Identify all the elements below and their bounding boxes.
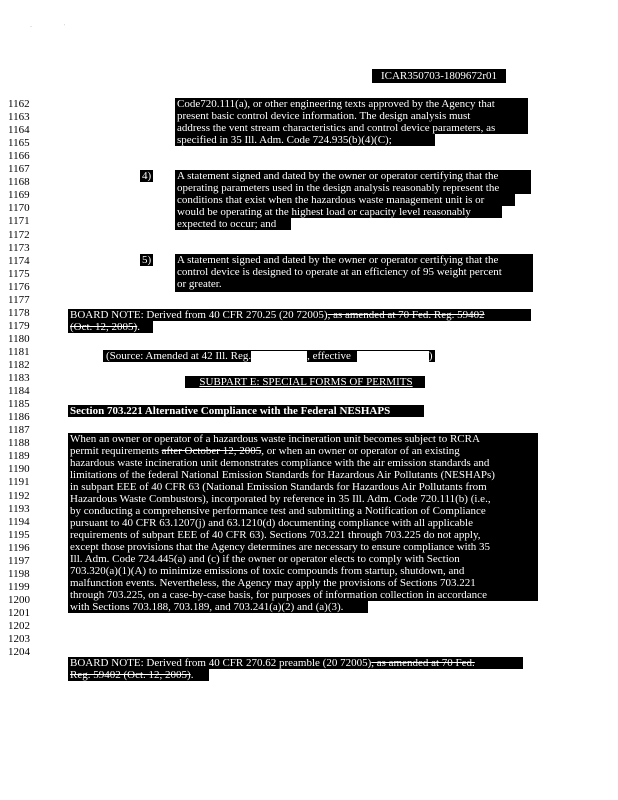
line-number: 1176 — [8, 281, 30, 293]
text-line: address the vent stream characteristics and control device parameters, as — [175, 122, 528, 134]
text-line: present basic control device information. The design analysis must — [175, 110, 528, 122]
document-id-header: ICAR350703-1809672r01 — [372, 69, 506, 83]
board-note — [68, 669, 209, 681]
line-number: 1184 — [8, 385, 30, 397]
text-line: pursuant to 40 CFR 63.1207(j) and 63.1210(d) documenting compliance with all applicable — [68, 517, 538, 529]
line-number: 1197 — [8, 555, 30, 567]
line-number: 1170 — [8, 202, 30, 214]
line-number: 1185 — [8, 398, 30, 410]
line-number: 1186 — [8, 411, 30, 423]
body-text: , or when an owner or operator of an existing — [261, 445, 460, 457]
subpart-title: SUBPART E: SPECIAL FORMS OF PERMITS — [185, 376, 425, 388]
line-number: 1165 — [8, 137, 30, 149]
line-number: 1164 — [8, 124, 30, 136]
board-note — [68, 309, 531, 321]
line-number: 1178 — [8, 307, 30, 319]
text-line: specified in 35 Ill. Adm. Code 724.935(b)(4)(C); — [175, 134, 435, 146]
line-number: 1169 — [8, 189, 30, 201]
line-number: 1171 — [8, 215, 30, 227]
line-number: 1182 — [8, 359, 30, 371]
line-number: 1199 — [8, 581, 30, 593]
line-number: 1162 — [8, 98, 30, 110]
source-note — [103, 350, 435, 362]
text-line: conditions that exist when the hazardous waste management unit is or — [175, 194, 515, 206]
line-number: 1204 — [8, 646, 30, 658]
blank-field — [251, 351, 307, 362]
line-number: 1200 — [8, 594, 30, 606]
text-line — [68, 445, 538, 457]
source-prefix: (Source: Amended at 42 Ill. Reg. — [106, 350, 252, 362]
line-number: 1189 — [8, 450, 30, 462]
line-number: 1191 — [8, 476, 30, 488]
source-suffix: ) — [428, 350, 433, 362]
line-number: 1168 — [8, 176, 30, 188]
line-number: 1198 — [8, 568, 30, 580]
struck-text: Reg. 59402 (Oct. 12, 2005) — [70, 669, 191, 681]
line-number: 1163 — [8, 111, 30, 123]
line-number: 1181 — [8, 346, 30, 358]
line-number: 1174 — [8, 255, 30, 267]
line-number: 1180 — [8, 333, 30, 345]
line-number: 1188 — [8, 437, 30, 449]
line-number: 1183 — [8, 372, 30, 384]
text-line: When an owner or operator of a hazardous waste incineration unit becomes subject to RCRA — [68, 433, 538, 445]
section-title: Section 703.221 Alternative Compliance with the Federal NESHAPS — [68, 405, 424, 417]
struck-text: after October 12, 2005 — [161, 445, 262, 457]
line-number: 1193 — [8, 503, 30, 515]
line-number: 1167 — [8, 163, 30, 175]
board-note-text: BOARD NOTE: Derived from 40 CFR 270.25 (20 72005) — [70, 309, 328, 321]
text-line: except those provisions that the Agency determines are necessary to ensure compliance with 35 — [68, 541, 538, 553]
scan-mark: ' — [64, 24, 66, 30]
line-number: 1202 — [8, 620, 30, 632]
text-line: A statement signed and dated by the owner or operator certifying that the — [175, 170, 531, 182]
board-note — [68, 321, 153, 333]
line-number: 1190 — [8, 463, 30, 475]
text-line: Code720.111(a), or other engineering texts approved by the Agency that — [175, 98, 528, 110]
text-line: 703.320(a)(1)(A) to minimize emissions of toxic compounds from startup, shutdown, and — [68, 565, 538, 577]
text-line: A statement signed and dated by the owner or operator certifying that the — [175, 254, 533, 266]
text-line: malfunction events. Nevertheless, the Agency may apply the provisions of Sections 703.221 — [68, 577, 538, 589]
text-line: control device is designed to operate at an efficiency of 95 weight percent — [175, 266, 533, 278]
board-note-text: . — [190, 669, 194, 681]
line-number: 1179 — [8, 320, 30, 332]
line-number: 1194 — [8, 516, 30, 528]
board-note-text: BOARD NOTE: Derived from 40 CFR 270.62 preamble (20 72005) — [70, 657, 372, 669]
board-note-text: . — [137, 321, 140, 333]
line-number: 1187 — [8, 424, 30, 436]
line-number: 1196 — [8, 542, 30, 554]
text-line: by conducting a comprehensive performance test and submitting a Notification of Compliance — [68, 505, 538, 517]
text-line: Hazardous Waste Combustors), incorporated by reference in 35 Ill. Adm. Code 720.111(b) (i.e., — [68, 493, 538, 505]
board-note — [68, 657, 523, 669]
line-number: 1172 — [8, 229, 30, 241]
line-number: 1177 — [8, 294, 30, 306]
scan-mark: - — [30, 24, 32, 30]
text-line: or greater. — [175, 278, 533, 292]
struck-text: (Oct. 12, 2005) — [70, 321, 138, 333]
item-number: 5) — [142, 254, 152, 266]
blank-field — [357, 351, 429, 362]
text-line: through 703.225, on a case-by-case basis, for purposes of information collection in accordance — [68, 589, 538, 601]
text-line: with Sections 703.188, 703.189, and 703.241(a)(2) and (a)(3). — [68, 601, 368, 613]
line-number: 1173 — [8, 242, 30, 254]
line-number: 1195 — [8, 529, 30, 541]
struck-text: , as amended at 70 Fed. Reg. 59402 — [327, 309, 485, 321]
text-line: expected to occur; and — [175, 218, 291, 230]
text-line: would be operating at the highest load or capacity level reasonably — [175, 206, 502, 218]
line-number: 1175 — [8, 268, 30, 280]
text-line: in subpart EEE of 40 CFR 63 (National Emission Standards for Hazardous Air Pollutants from — [68, 481, 538, 493]
text-line: operating parameters used in the design analysis reasonably represent the — [175, 182, 531, 194]
line-number: 1201 — [8, 607, 30, 619]
text-line: requirements of subpart EEE of 40 CFR 63). Sections 703.221 through 703.225 do not apply, — [68, 529, 538, 541]
source-mid: , effective — [307, 350, 351, 362]
text-line: limitations of the federal National Emission Standards for Hazardous Air Pollutants (NESHAPs) — [68, 469, 538, 481]
text-line: hazardous waste incineration unit demonstrates compliance with the air emission standards and — [68, 457, 538, 469]
line-number: 1203 — [8, 633, 30, 645]
line-number: 1192 — [8, 490, 30, 502]
struck-text: , as amended at 70 Fed. — [371, 657, 475, 669]
text-line: Ill. Adm. Code 724.445(a) and (c) if the owner or operator elects to comply with Section — [68, 553, 538, 565]
item-number: 4) — [142, 170, 152, 182]
body-text: permit requirements — [70, 445, 162, 457]
line-number: 1166 — [8, 150, 30, 162]
